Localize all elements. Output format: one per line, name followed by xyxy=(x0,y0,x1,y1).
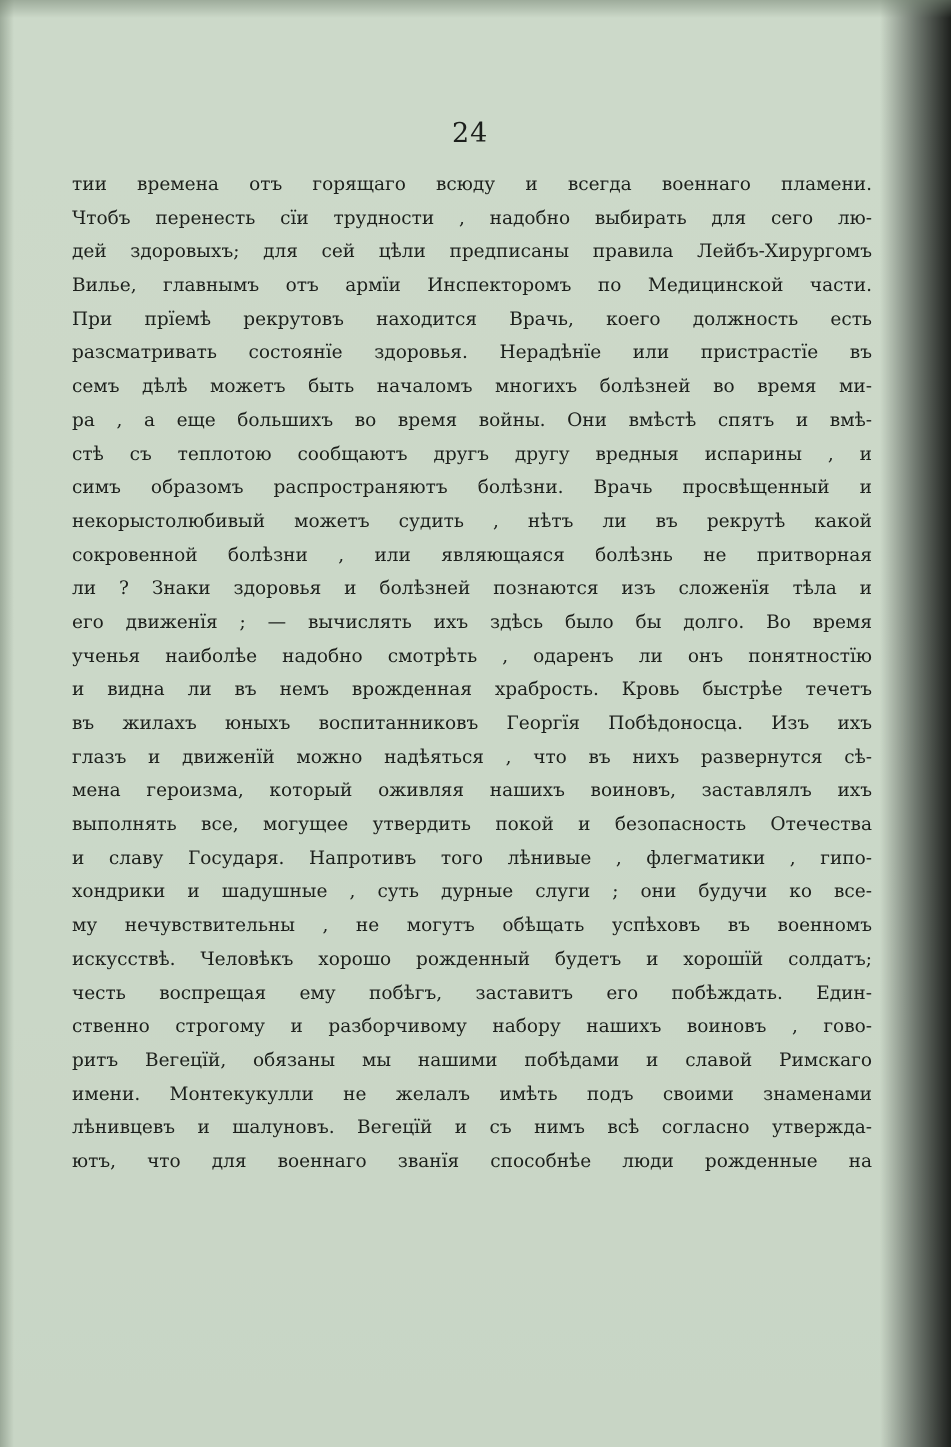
text-line: и славу Государя. Напротивъ того лѣнивые , флегматики , гипо- xyxy=(72,847,872,869)
text-line: дей здоровыхъ; для сей цѣли предписаны правила Лейбъ-Хирургомъ xyxy=(72,241,872,263)
text-line: лѣнивцевъ и шалуновъ. Вегецїй и съ нимъ всѣ согласно утвержда- xyxy=(72,1117,872,1139)
text-line: имени. Монтекукулли не желалъ имѣть подъ своими знаменами xyxy=(72,1083,872,1105)
text-line: некорыстолюбивый можетъ судить , нѣтъ ли въ рекрутѣ какой xyxy=(72,510,872,532)
text-line: искусствѣ. Человѣкъ хорошо рожденный будетъ и хорошїй солдатъ; xyxy=(72,948,872,970)
text-line: выполнять все, могущее утвердить покой и безопасность Отечества xyxy=(72,814,872,836)
text-line: въ жилахъ юныхъ воспитанниковъ Георгїя Побѣдоносца. Изъ ихъ xyxy=(72,713,872,734)
text-line: мена героизма, который оживляя нашихъ воиновъ, заставлялъ ихъ xyxy=(72,780,872,802)
text-line: симъ образомъ распространяютъ болѣзни. Врачь просвѣщенный и xyxy=(72,477,872,499)
text-line: При прїемѣ рекрутовъ находится Врачь, коего должность есть xyxy=(72,308,872,330)
text-line: стѣ съ теплотою сообщаютъ другъ другу вредныя испарины , и xyxy=(72,443,872,465)
text-line: ственно строгому и разборчивому набору нашихъ воиновъ , гово- xyxy=(72,1016,872,1038)
text-line: сокровенной болѣзни , или являющаяся болѣзнь не притворная xyxy=(72,544,872,566)
text-line: ритъ Вегецїй, обязаны мы нашими побѣдами и славой Римскаго xyxy=(72,1049,872,1071)
text-line: ли ? Знаки здоровья и болѣзней познаются изъ сложенїя тѣла и xyxy=(72,578,872,600)
text-line: му нечувствительны , не могутъ обѣщать успѣховъ въ военномъ xyxy=(72,915,872,937)
text-line: тии времена отъ горящаго всюду и всегда военнаго пламени. xyxy=(72,174,872,195)
body-text xyxy=(72,168,872,1179)
text-line: ученья наиболѣе надобно смотрѣть , одаренъ ли онъ понятностїю xyxy=(72,645,872,667)
page-top-shadow xyxy=(0,0,951,18)
text-line: Вилье, главнымъ отъ армїи Инспекторомъ по Медицинской части. xyxy=(72,275,872,297)
text-line: глазъ и движенїй можно надѣяться , что въ нихъ развернутся сѣ- xyxy=(72,746,872,768)
text-line: разсматривать состоянїе здоровья. Нерадѣнїе или пристрастїе въ xyxy=(72,342,872,364)
text-line: его движенїя ; — вычислять ихъ здѣсь было бы долго. Во время xyxy=(72,611,872,633)
text-line: ра , а еще большихъ во время войны. Они вмѣстѣ спятъ и вмѣ- xyxy=(72,409,872,431)
page-number: 24 xyxy=(452,118,489,149)
text-line: семъ дѣлѣ можетъ быть началомъ многихъ болѣзней во время ми- xyxy=(72,376,872,398)
text-line: хондрики и шадушные , суть дурные слуги ; они будучи ко все- xyxy=(72,881,872,903)
text-line: Чтобъ перенесть сїи трудности , надобно выбирать для сего лю- xyxy=(72,207,872,229)
text-line: ютъ, что для военнаго званїя способнѣе люди рожденные на xyxy=(72,1150,872,1172)
page-left-shadow xyxy=(0,0,14,1447)
text-line: честь воспрещая ему побѣгъ, заставитъ его побѣждать. Един- xyxy=(72,982,872,1004)
text-line: и видна ли въ немъ врожденная храбрость. Кровь быстрѣе течетъ xyxy=(72,679,872,701)
